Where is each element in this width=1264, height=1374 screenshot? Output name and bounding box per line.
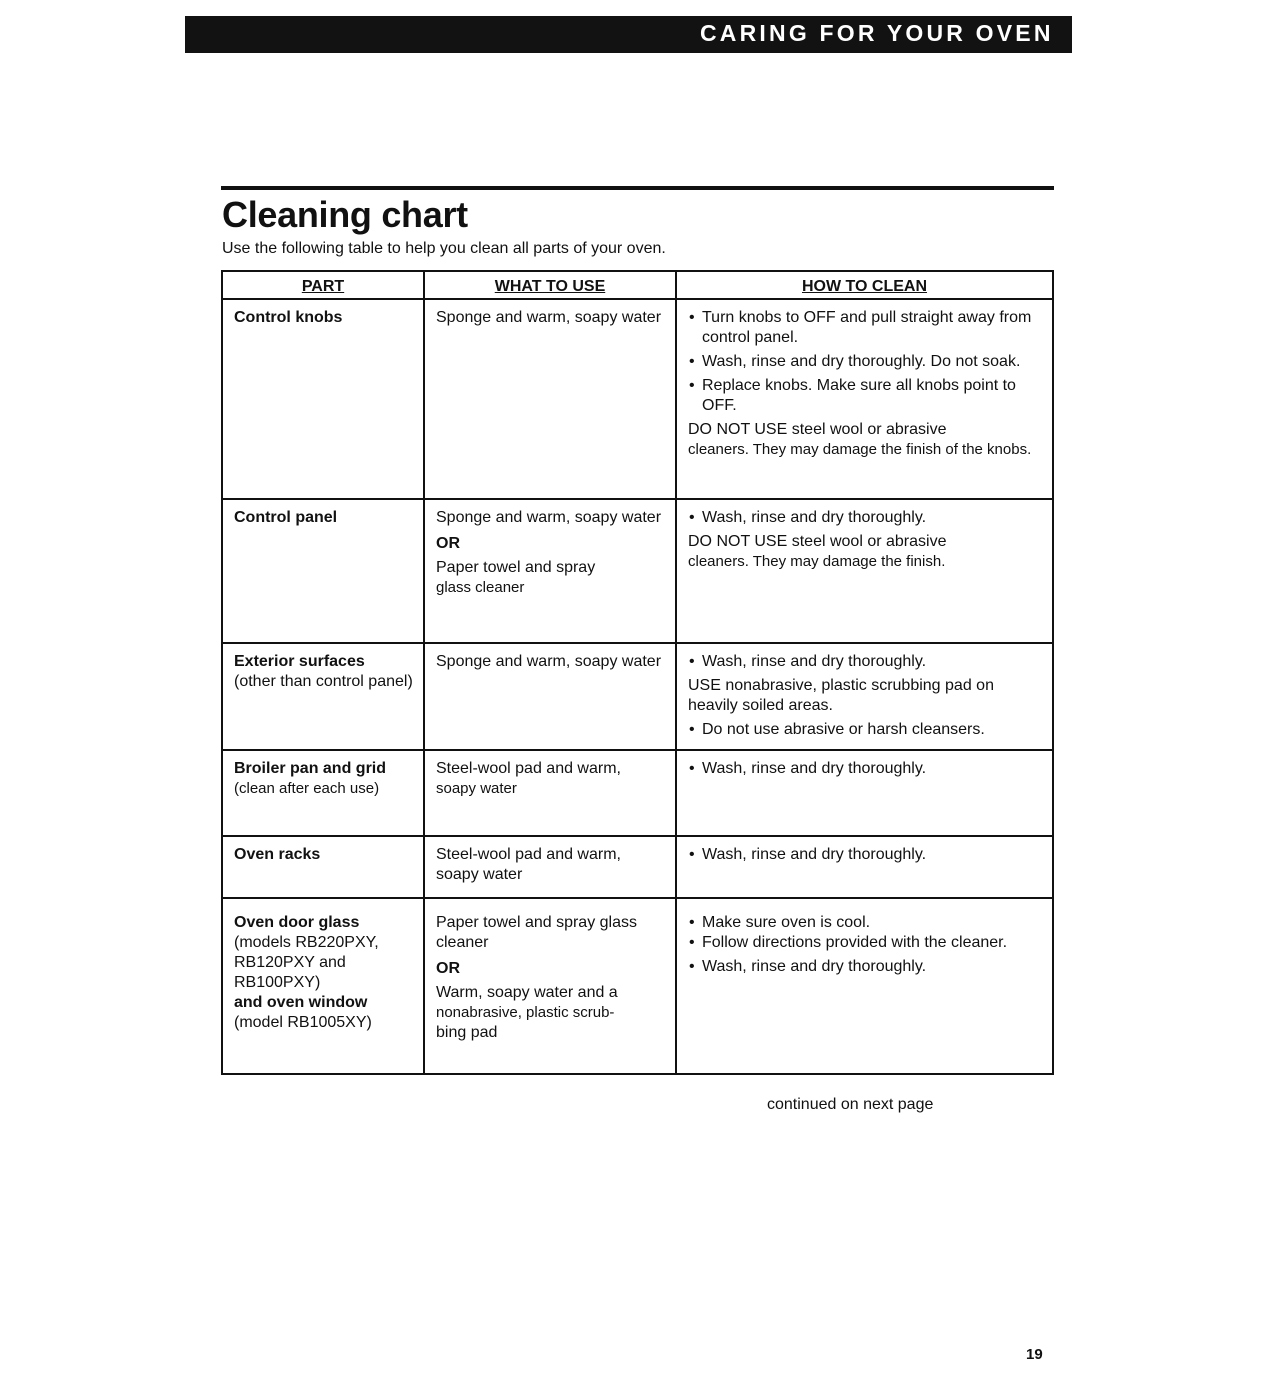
- cleaning-chart-table: [221, 270, 1054, 1075]
- list-item: • Make sure oven is cool.: [688, 913, 1042, 933]
- part-note: (other than control panel): [234, 673, 413, 690]
- steps-list: [688, 508, 1042, 528]
- how-to-clean-cell: [676, 643, 1053, 750]
- table-row: [222, 643, 1053, 750]
- table-header-row: [222, 271, 1053, 299]
- table-row: [222, 750, 1053, 836]
- list-item: • Do not use abrasive or harsh cleansers.: [688, 720, 1042, 740]
- what-to-use-cell: [424, 898, 676, 1074]
- how-to-clean-cell: [676, 898, 1053, 1074]
- column-header-what-to-use: WHAT TO USE: [424, 271, 676, 299]
- part-cell: [222, 643, 424, 750]
- use-alt-text: Paper towel and spray: [436, 559, 596, 576]
- use-text: Sponge and warm, soapy water: [436, 653, 662, 670]
- instruction-text: USE nonabrasive, plastic scrubbing pad on heavily soiled areas.: [688, 677, 994, 714]
- use-alt-detail: glass cleaner: [436, 579, 525, 596]
- steps-list: [688, 913, 1042, 977]
- list-item: • Wash, rinse and dry thoroughly.: [688, 652, 1042, 672]
- intro-text: Use the following table to help you clean all parts of your oven.: [222, 240, 666, 257]
- column-header-how-to-clean: HOW TO CLEAN: [676, 271, 1053, 299]
- steps-list: [688, 720, 1042, 740]
- steps-list: [688, 652, 1042, 672]
- part-note: (models RB220PXY, RB120PXY and RB100PXY): [234, 934, 379, 991]
- part-note: (model RB1005XY): [234, 1014, 372, 1031]
- what-to-use-cell: [424, 750, 676, 836]
- list-item: • Wash, rinse and dry thoroughly. Do not soak.: [688, 352, 1042, 372]
- warning-text: DO NOT USE steel wool or abrasive: [688, 421, 947, 438]
- or-label: OR: [436, 535, 460, 552]
- use-detail: soapy water: [436, 780, 517, 797]
- what-to-use-cell: [424, 499, 676, 643]
- part-sub-name: and oven window: [234, 994, 368, 1011]
- part-name: Exterior surfaces: [234, 653, 365, 670]
- part-name: Control knobs: [234, 309, 343, 326]
- part-name: Oven door glass: [234, 914, 360, 931]
- how-to-clean-cell: [676, 299, 1053, 499]
- part-name: Broiler pan and grid: [234, 760, 387, 777]
- use-text: Steel-wool pad and warm, soapy water: [436, 846, 621, 883]
- part-cell: [222, 499, 424, 643]
- use-text: Sponge and warm, soapy water: [436, 509, 662, 526]
- table-row: [222, 299, 1053, 499]
- list-item: • Replace knobs. Make sure all knobs point to OFF.: [688, 376, 1042, 416]
- section-header-bar: [185, 16, 1072, 53]
- list-item: • Wash, rinse and dry thoroughly.: [688, 957, 1042, 977]
- steps-list: [688, 759, 1042, 779]
- warning-text: DO NOT USE steel wool or abrasive: [688, 533, 947, 550]
- page-title: Cleaning chart: [222, 194, 468, 235]
- list-item: • Wash, rinse and dry thoroughly.: [688, 845, 1042, 865]
- what-to-use-cell: [424, 836, 676, 898]
- what-to-use-cell: [424, 643, 676, 750]
- or-label: OR: [436, 960, 460, 977]
- part-cell: [222, 750, 424, 836]
- part-note: (clean after each use): [234, 780, 380, 797]
- section-title: CARING FOR YOUR OVEN: [700, 20, 1054, 46]
- list-item: • Wash, rinse and dry thoroughly.: [688, 759, 1042, 779]
- table-row: [222, 898, 1053, 1074]
- how-to-clean-cell: [676, 750, 1053, 836]
- list-item: • Follow directions provided with the cleaner.: [688, 933, 1042, 953]
- use-alt-end: bing pad: [436, 1024, 498, 1041]
- how-to-clean-cell: [676, 836, 1053, 898]
- list-item: • Wash, rinse and dry thoroughly.: [688, 508, 1042, 528]
- warning-detail: cleaners. They may damage the finish.: [688, 553, 946, 570]
- use-text: Steel-wool pad and warm,: [436, 760, 621, 777]
- part-cell: [222, 836, 424, 898]
- warning-detail: cleaners. They may damage the finish of the knobs.: [688, 441, 1032, 458]
- steps-list: [688, 308, 1042, 416]
- how-to-clean-cell: [676, 499, 1053, 643]
- table-row: [222, 499, 1053, 643]
- part-cell: [222, 898, 424, 1074]
- table-row: [222, 836, 1053, 898]
- continued-note: continued on next page: [767, 1096, 934, 1113]
- steps-list: [688, 845, 1042, 865]
- use-alt-detail: nonabrasive, plastic scrub-: [436, 1004, 615, 1021]
- title-rule: [221, 186, 1054, 190]
- part-name: Oven racks: [234, 846, 321, 863]
- column-header-part: PART: [222, 271, 424, 299]
- what-to-use-cell: [424, 299, 676, 499]
- use-text: Paper towel and spray glass cleaner: [436, 914, 637, 951]
- part-cell: [222, 299, 424, 499]
- list-item: • Turn knobs to OFF and pull straight away from control panel.: [688, 308, 1042, 348]
- part-name: Control panel: [234, 509, 338, 526]
- use-text: Sponge and warm, soapy water: [436, 309, 662, 326]
- page-number: 19: [1026, 1346, 1043, 1363]
- use-alt-text: Warm, soapy water and a: [436, 984, 618, 1001]
